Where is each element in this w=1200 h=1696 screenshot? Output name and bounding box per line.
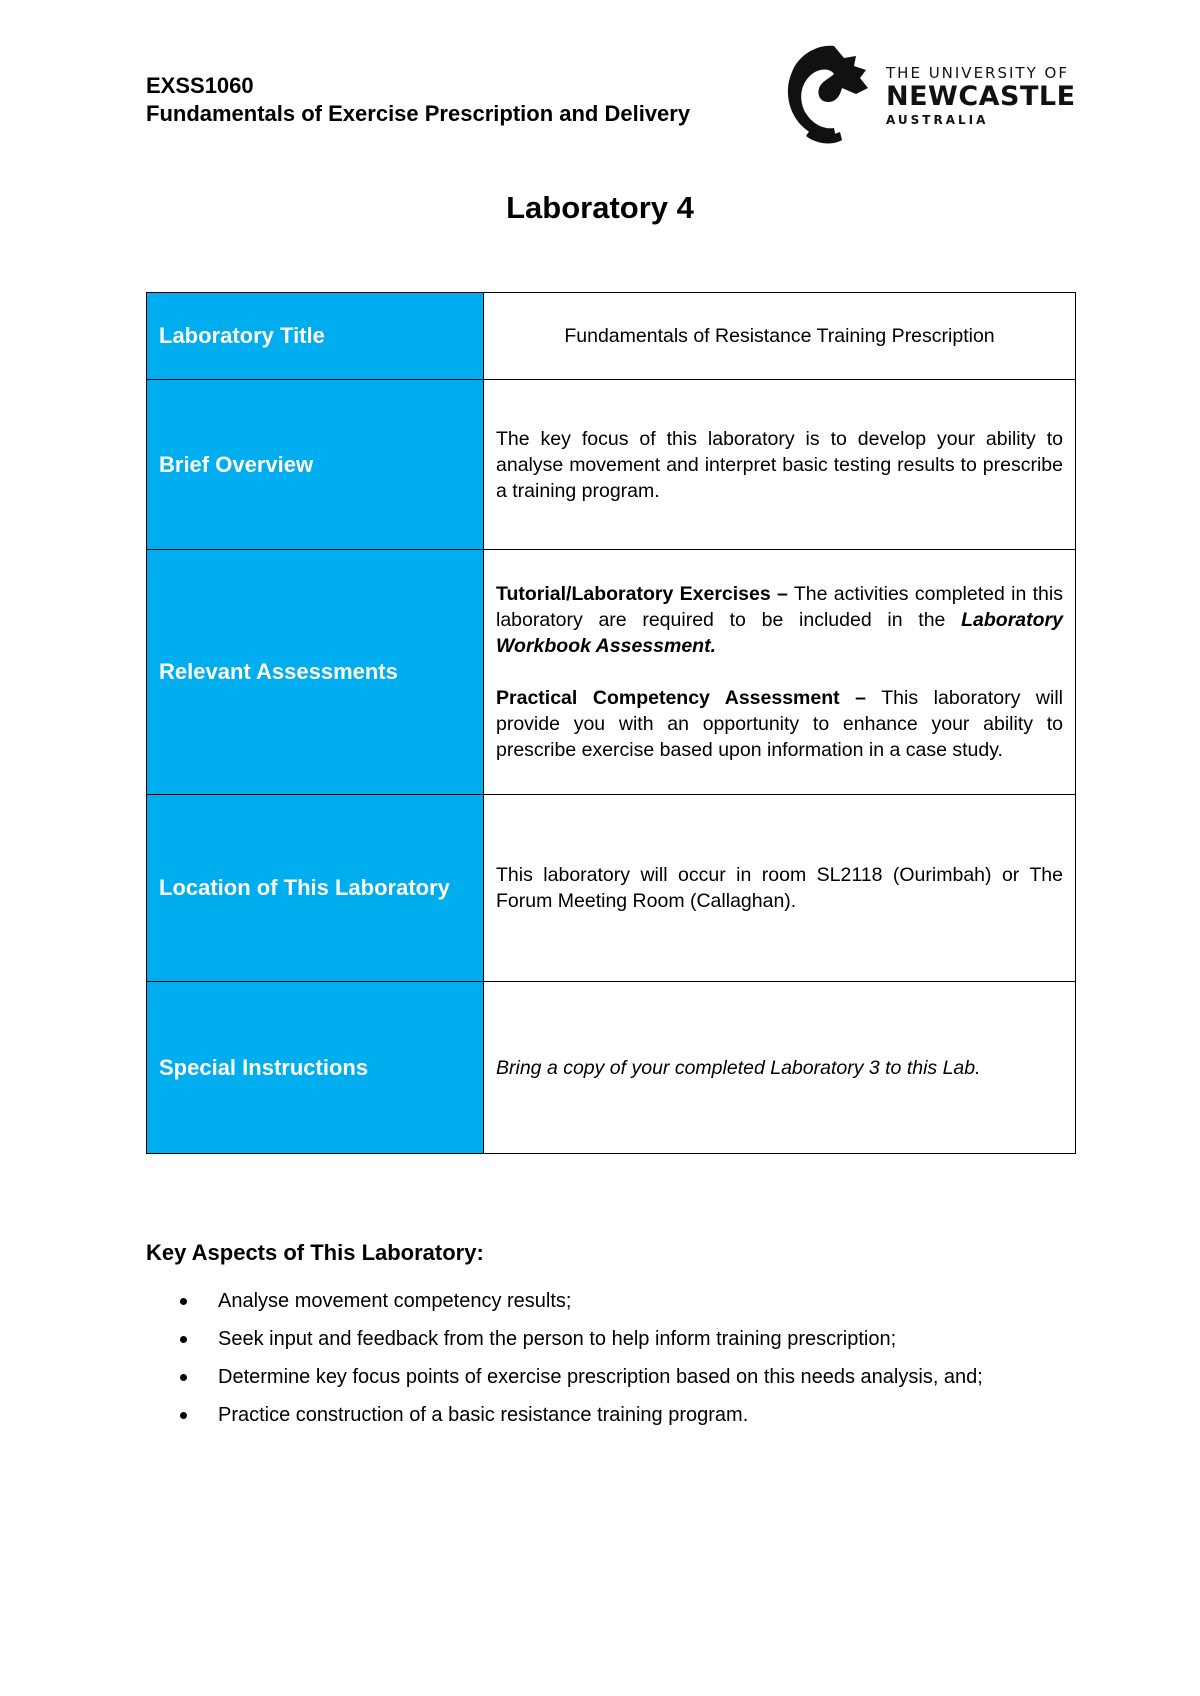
- table-row-location: [147, 795, 1076, 982]
- key-aspects-list: [146, 1282, 1076, 1434]
- university-logo: [776, 40, 1076, 150]
- bullet-icon: [180, 1412, 187, 1419]
- logo-line-2: NEWCASTLE: [886, 81, 1076, 112]
- assessment-practical-head: Practical Competency Assessment –: [496, 687, 867, 709]
- table-row-instructions: [147, 982, 1076, 1154]
- bullet-icon: [180, 1336, 187, 1343]
- value-assessments: [484, 550, 1076, 795]
- table-row-title: [147, 293, 1076, 380]
- logo-line-3: AUSTRALIA: [886, 113, 989, 127]
- course-code: EXSS1060: [146, 73, 254, 98]
- assessment-tutorial: [496, 581, 1063, 659]
- list-item: [146, 1396, 1076, 1434]
- label-assessments: Relevant Assessments: [147, 550, 484, 795]
- label-location: Location of This Laboratory: [147, 795, 484, 982]
- list-item-text: Practice construction of a basic resistance training program.: [218, 1404, 749, 1426]
- list-item-text: Determine key focus points of exercise prescription based on this needs analysis, and;: [218, 1366, 983, 1388]
- bullet-icon: [180, 1298, 187, 1305]
- value-instructions: Bring a copy of your completed Laboratory 3 to this Lab.: [484, 982, 1076, 1154]
- list-item-text: Analyse movement competency results;: [218, 1290, 572, 1312]
- lab-info-table: [146, 292, 1076, 1154]
- assessment-practical: [496, 685, 1063, 763]
- logo-line-1: THE UNIVERSITY OF: [886, 64, 1069, 82]
- value-lab-title: Fundamentals of Resistance Training Prescription: [484, 293, 1076, 380]
- list-item: [146, 1358, 1076, 1396]
- logo-text: [886, 64, 1076, 128]
- course-name: Fundamentals of Exercise Prescription and Delivery: [146, 101, 691, 126]
- assessment-tutorial-head: Tutorial/Laboratory Exercises –: [496, 583, 788, 605]
- value-location: This laboratory will occur in room SL2118 (Ourimbah) or The Forum Meeting Room (Callaghan).: [484, 795, 1076, 982]
- label-overview: Brief Overview: [147, 380, 484, 550]
- assessment-tutorial-body: The activities completed in this laboratory are required to be included in the: [496, 583, 1063, 631]
- list-item: [146, 1282, 1076, 1320]
- label-lab-title: Laboratory Title: [147, 293, 484, 380]
- assessment-tutorial-emph: Laboratory Workbook Assessment.: [496, 609, 1063, 657]
- list-item-text: Seek input and feedback from the person to help inform training prescription;: [218, 1328, 897, 1350]
- seahorse-icon: [776, 40, 876, 146]
- table-row-overview: [147, 380, 1076, 550]
- label-instructions: Special Instructions: [147, 982, 484, 1154]
- table-row-assessments: [147, 550, 1076, 795]
- assessment-practical-body: This laboratory will provide you with an opportunity to enhance your ability to prescribe exercise based upon information in a case study.: [496, 687, 1064, 761]
- key-aspects-title: Key Aspects of This Laboratory:: [146, 1240, 484, 1265]
- paragraph-gap: [496, 659, 1063, 685]
- bullet-icon: [180, 1374, 187, 1381]
- page-title: Laboratory 4: [506, 190, 694, 225]
- course-header: [146, 72, 690, 128]
- value-overview: The key focus of this laboratory is to develop your ability to analyse movement and interpret basic testing results to prescribe a training program.: [484, 380, 1076, 550]
- list-item: [146, 1320, 1076, 1358]
